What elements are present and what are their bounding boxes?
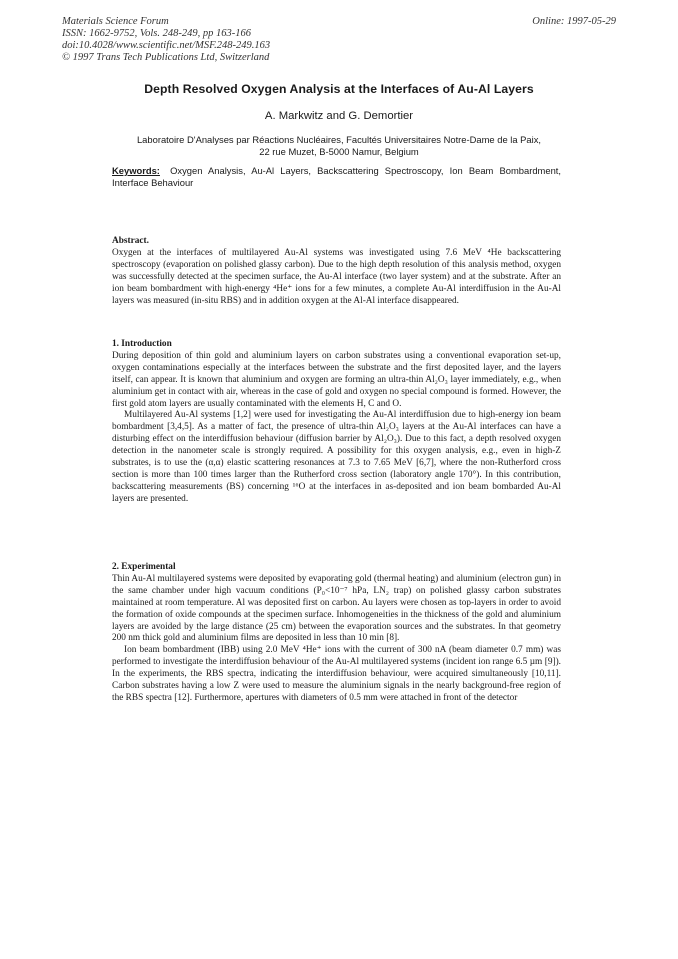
experimental-section <box>112 562 561 705</box>
experimental-paragraph-1: Thin Au-Al multilayered systems were deposited by evaporating gold (thermal heating) and aluminium (electron gun) in the same chamber under high vacuum conditions (P₀<10⁻⁷ hPa, LN₂ trap) on polished glassy carbon substrates maintained at room temperature. Al was deposited first on carbon. Au layers were chosen as top-layers in order to avoid the formation of oxide compounds at the specimen surface. Inhomogeneities in the thickness of the gold and aluminium layers are avoided by the large distance (25 cm) between the evaporation sources and the substrates. In that geometry 200 nm thick gold and aluminium films are deposited in less than 10 min [8]. <box>112 573 561 644</box>
issn-line: ISSN: 1662-9752, Vols. 248-249, pp 163-166 <box>62 28 251 39</box>
affiliation-line-1: Laboratoire D'Analyses par Réactions Nucléaires, Facultés Universitaires Notre-Dame de la Paix, <box>136 134 542 145</box>
online-date: Online: 1997-05-29 <box>532 16 616 27</box>
keywords-text: Oxygen Analysis, Au-Al Layers, Backscattering Spectroscopy, Ion Beam Bombardment, Interface Behaviour <box>112 165 561 188</box>
affiliation <box>0 134 678 158</box>
copyright-line: © 1997 Trans Tech Publications Ltd, Switzerland <box>62 52 270 63</box>
introduction-section <box>112 339 561 506</box>
journal-metadata <box>62 16 270 64</box>
experimental-paragraph-2: Ion beam bombardment (IBB) using 2.0 MeV ⁴He⁺ ions with the current of 300 nA (beam diameter 0.7 mm) was performed to investigate the interdiffusion behaviour of the Au-Al multilayered systems (incident ion range 6.5 µm [9]). In the experiments, the RBS spectra, indicating the interdiffusion behaviour, were acquired simultaneously [10,11]. Carbon substrates having a low Z were used to measure the aluminium signals in the nearly background-free region of the RBS spectra [12]. Furthermore, apertures with diameters of 0.5 mm were attached in front of the detector <box>112 645 561 703</box>
abstract-heading: Abstract. <box>112 236 149 246</box>
journal-name: Materials Science Forum <box>62 16 169 27</box>
paper-authors: A. Markwitz and G. Demortier <box>264 110 414 122</box>
keywords-label: Keywords: <box>112 165 160 176</box>
experimental-heading: 2. Experimental <box>112 562 176 572</box>
abstract-text: Oxygen at the interfaces of multilayered Au-Al systems was investigated using 7.6 MeV ⁴He backscattering spectroscopy (evaporation on polished glassy carbon). Due to the high depth resolution of this analysis method, oxygen was successfully detected at the specimen surface, the Au-Al interface (two layer system) and at the substrate. After an ion beam bombardment with high-energy ⁴He⁺ ions for a few minutes, a complete Au-Al interdiffusion in the Au-Al layers was measured (in-situ RBS) and in addition oxygen at the Al-Al interface disappeared. <box>112 247 561 306</box>
introduction-heading: 1. Introduction <box>112 339 172 349</box>
affiliation-line-2: 22 rue Muzet, B-5000 Namur, Belgium <box>259 146 419 157</box>
paper-title: Depth Resolved Oxygen Analysis at the Interfaces of Au-Al Layers <box>144 82 534 96</box>
introduction-paragraph-1: During deposition of thin gold and aluminium layers on carbon substrates using a conventional evaporation set-up, oxygen contaminations especially at the interfaces between the substrate and the first deposited layer, and the layers itself, can appear. It is known that aluminium and oxygen are forming an ultra-thin Al₂O₃ layer immediately, e.g., when aluminium get in contact with air, whereas in the case of gold and oxygen no special compound is formed. However, the first gold atom layers are usually contaminated with the elements H, C and O. <box>112 350 561 409</box>
introduction-paragraph-2: Multilayered Au-Al systems [1,2] were used for investigating the Au-Al interdiffusion due to high-energy ion beam bombardment [3,4,5]. As a matter of fact, the presence of ultra-thin Al₂O₃ layers at the Au-Al interfaces can have a disturbing effect on the interdiffusion behaviour (diffusion barrier by Al₂O₃). Due to this fact, a depth resolved oxygen detection in the nanometer scale is strongly required. A possibility for this oxygen analysis, e.g., even in high-Z substrates, is to use the (α,α) elastic scattering resonances at 7.3 to 7.65 MeV [6,7], where the non-Rutherford cross section is more than 100 times larger than the Rutherford cross section (laboratory angle 170°). In this contribution, backscattering measurements (BS) concerning ¹⁶O at the interfaces in as-deposited and ion beam bombarded Au-Al layers are presented. <box>112 410 561 504</box>
doi-line: doi:10.4028/www.scientific.net/MSF.248-249.163 <box>62 40 271 51</box>
keywords <box>112 165 561 189</box>
abstract-section <box>112 236 561 307</box>
